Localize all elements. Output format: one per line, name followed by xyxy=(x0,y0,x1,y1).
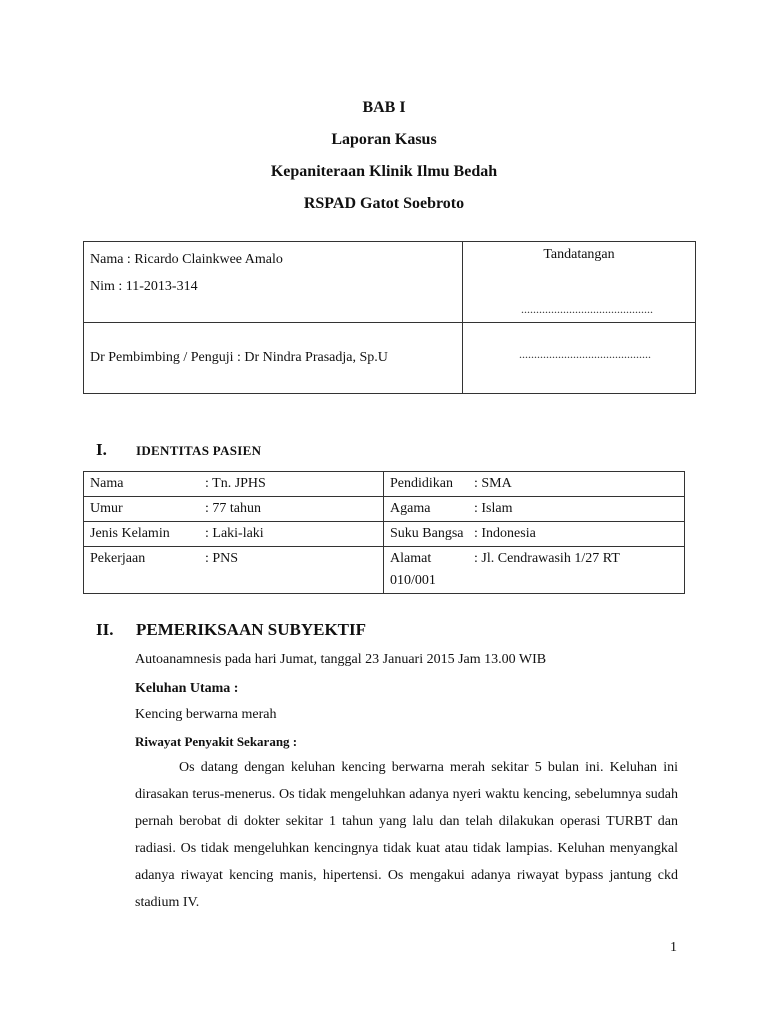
riwayat-heading: Riwayat Penyakit Sekarang : xyxy=(135,734,298,749)
autoanamnesis-line: Autoanamnesis pada hari Jumat, tanggal 23 Januari 2015 Jam 13.00 WIB xyxy=(135,652,547,667)
keluhan-heading: Keluhan Utama : xyxy=(135,681,239,696)
field-label: Pekerjaan xyxy=(90,551,146,566)
field-value: : Islam xyxy=(474,501,513,516)
field-value: : Jl. Cendrawasih 1/27 RT xyxy=(474,551,620,566)
department-title: Kepaniteraan Klinik Ilmu Bedah xyxy=(270,163,498,180)
page-number: 1 xyxy=(670,940,677,955)
supervisor-info-cell xyxy=(84,323,463,394)
supervisor-name: Dr Pembimbing / Penguji : Dr Nindra Prasadja, Sp.U xyxy=(90,350,388,365)
section-2-heading xyxy=(96,620,366,640)
signature-header: Tandatangan xyxy=(543,247,615,262)
field-label: Agama xyxy=(390,501,431,516)
report-title: Laporan Kasus xyxy=(331,131,437,148)
student-info-cell xyxy=(84,242,463,323)
supervisor-signature-cell xyxy=(463,323,696,394)
table-cell xyxy=(84,522,384,547)
table-cell xyxy=(84,472,384,497)
chapter-title: BAB I xyxy=(362,99,406,116)
riwayat-paragraph: Os datang dengan keluhan kencing berwarna merah sekitar 5 bulan ini. Keluhan ini dirasakan terus-menerus. Os tidak mengeluhkan adanya nyeri waktu kencing, sebelumnya sudah pernah berobat di dokter sekitar 1 tahun yang lalu dan telah dilakukan operasi TURBT dan radiasi. Os tidak mengeluhkan kencingnya tidak kuat atau tidak lampias. Keluhan menyangkal adanya riwayat kencing manis, hipertensi. Os mengakui adanya riwayat bypass jantung ckd stadium IV. xyxy=(135,760,678,910)
table-row xyxy=(84,472,685,497)
table-cell xyxy=(384,547,685,594)
section-1-number: I. xyxy=(96,440,107,459)
field-value: : Tn. JPHS xyxy=(205,476,266,491)
section-1-title: IDENTITAS PASIEN xyxy=(136,443,262,458)
field-label: Umur xyxy=(90,501,123,516)
section-1-heading xyxy=(96,440,261,460)
field-label: Alamat xyxy=(390,551,432,566)
field-value: : Indonesia xyxy=(474,526,536,541)
student-nim: Nim : 11-2013-314 xyxy=(90,279,198,294)
field-value: : PNS xyxy=(205,551,239,566)
table-cell xyxy=(84,547,384,594)
field-value-continuation: 010/001 xyxy=(390,573,436,588)
signature-row-supervisor xyxy=(84,323,696,394)
table-cell xyxy=(84,497,384,522)
student-signature-line: ............................................ xyxy=(521,302,653,316)
field-value: : SMA xyxy=(474,476,512,491)
section-2-title: PEMERIKSAAN SUBYEKTIF xyxy=(136,620,367,639)
field-value: : Laki-laki xyxy=(205,526,264,541)
table-cell xyxy=(384,472,685,497)
table-cell xyxy=(384,522,685,547)
table-row xyxy=(84,547,685,594)
section-2-number: II. xyxy=(96,620,114,639)
field-label: Jenis Kelamin xyxy=(90,526,170,541)
signature-table xyxy=(83,241,696,394)
table-row xyxy=(84,522,685,547)
student-signature-cell xyxy=(463,242,696,323)
field-label: Nama xyxy=(90,476,124,491)
keluhan-text: Kencing berwarna merah xyxy=(135,707,277,722)
patient-identity-table xyxy=(83,471,685,594)
table-row xyxy=(84,497,685,522)
signature-row-student xyxy=(84,242,696,323)
field-value: : 77 tahun xyxy=(205,501,261,516)
hospital-title: RSPAD Gatot Soebroto xyxy=(303,195,465,212)
field-label: Suku Bangsa xyxy=(390,526,464,541)
supervisor-signature-line: ............................................ xyxy=(519,347,651,361)
document-title-block xyxy=(0,92,768,220)
table-cell xyxy=(384,497,685,522)
student-name: Nama : Ricardo Clainkwee Amalo xyxy=(90,252,283,267)
field-label: Pendidikan xyxy=(390,476,453,491)
